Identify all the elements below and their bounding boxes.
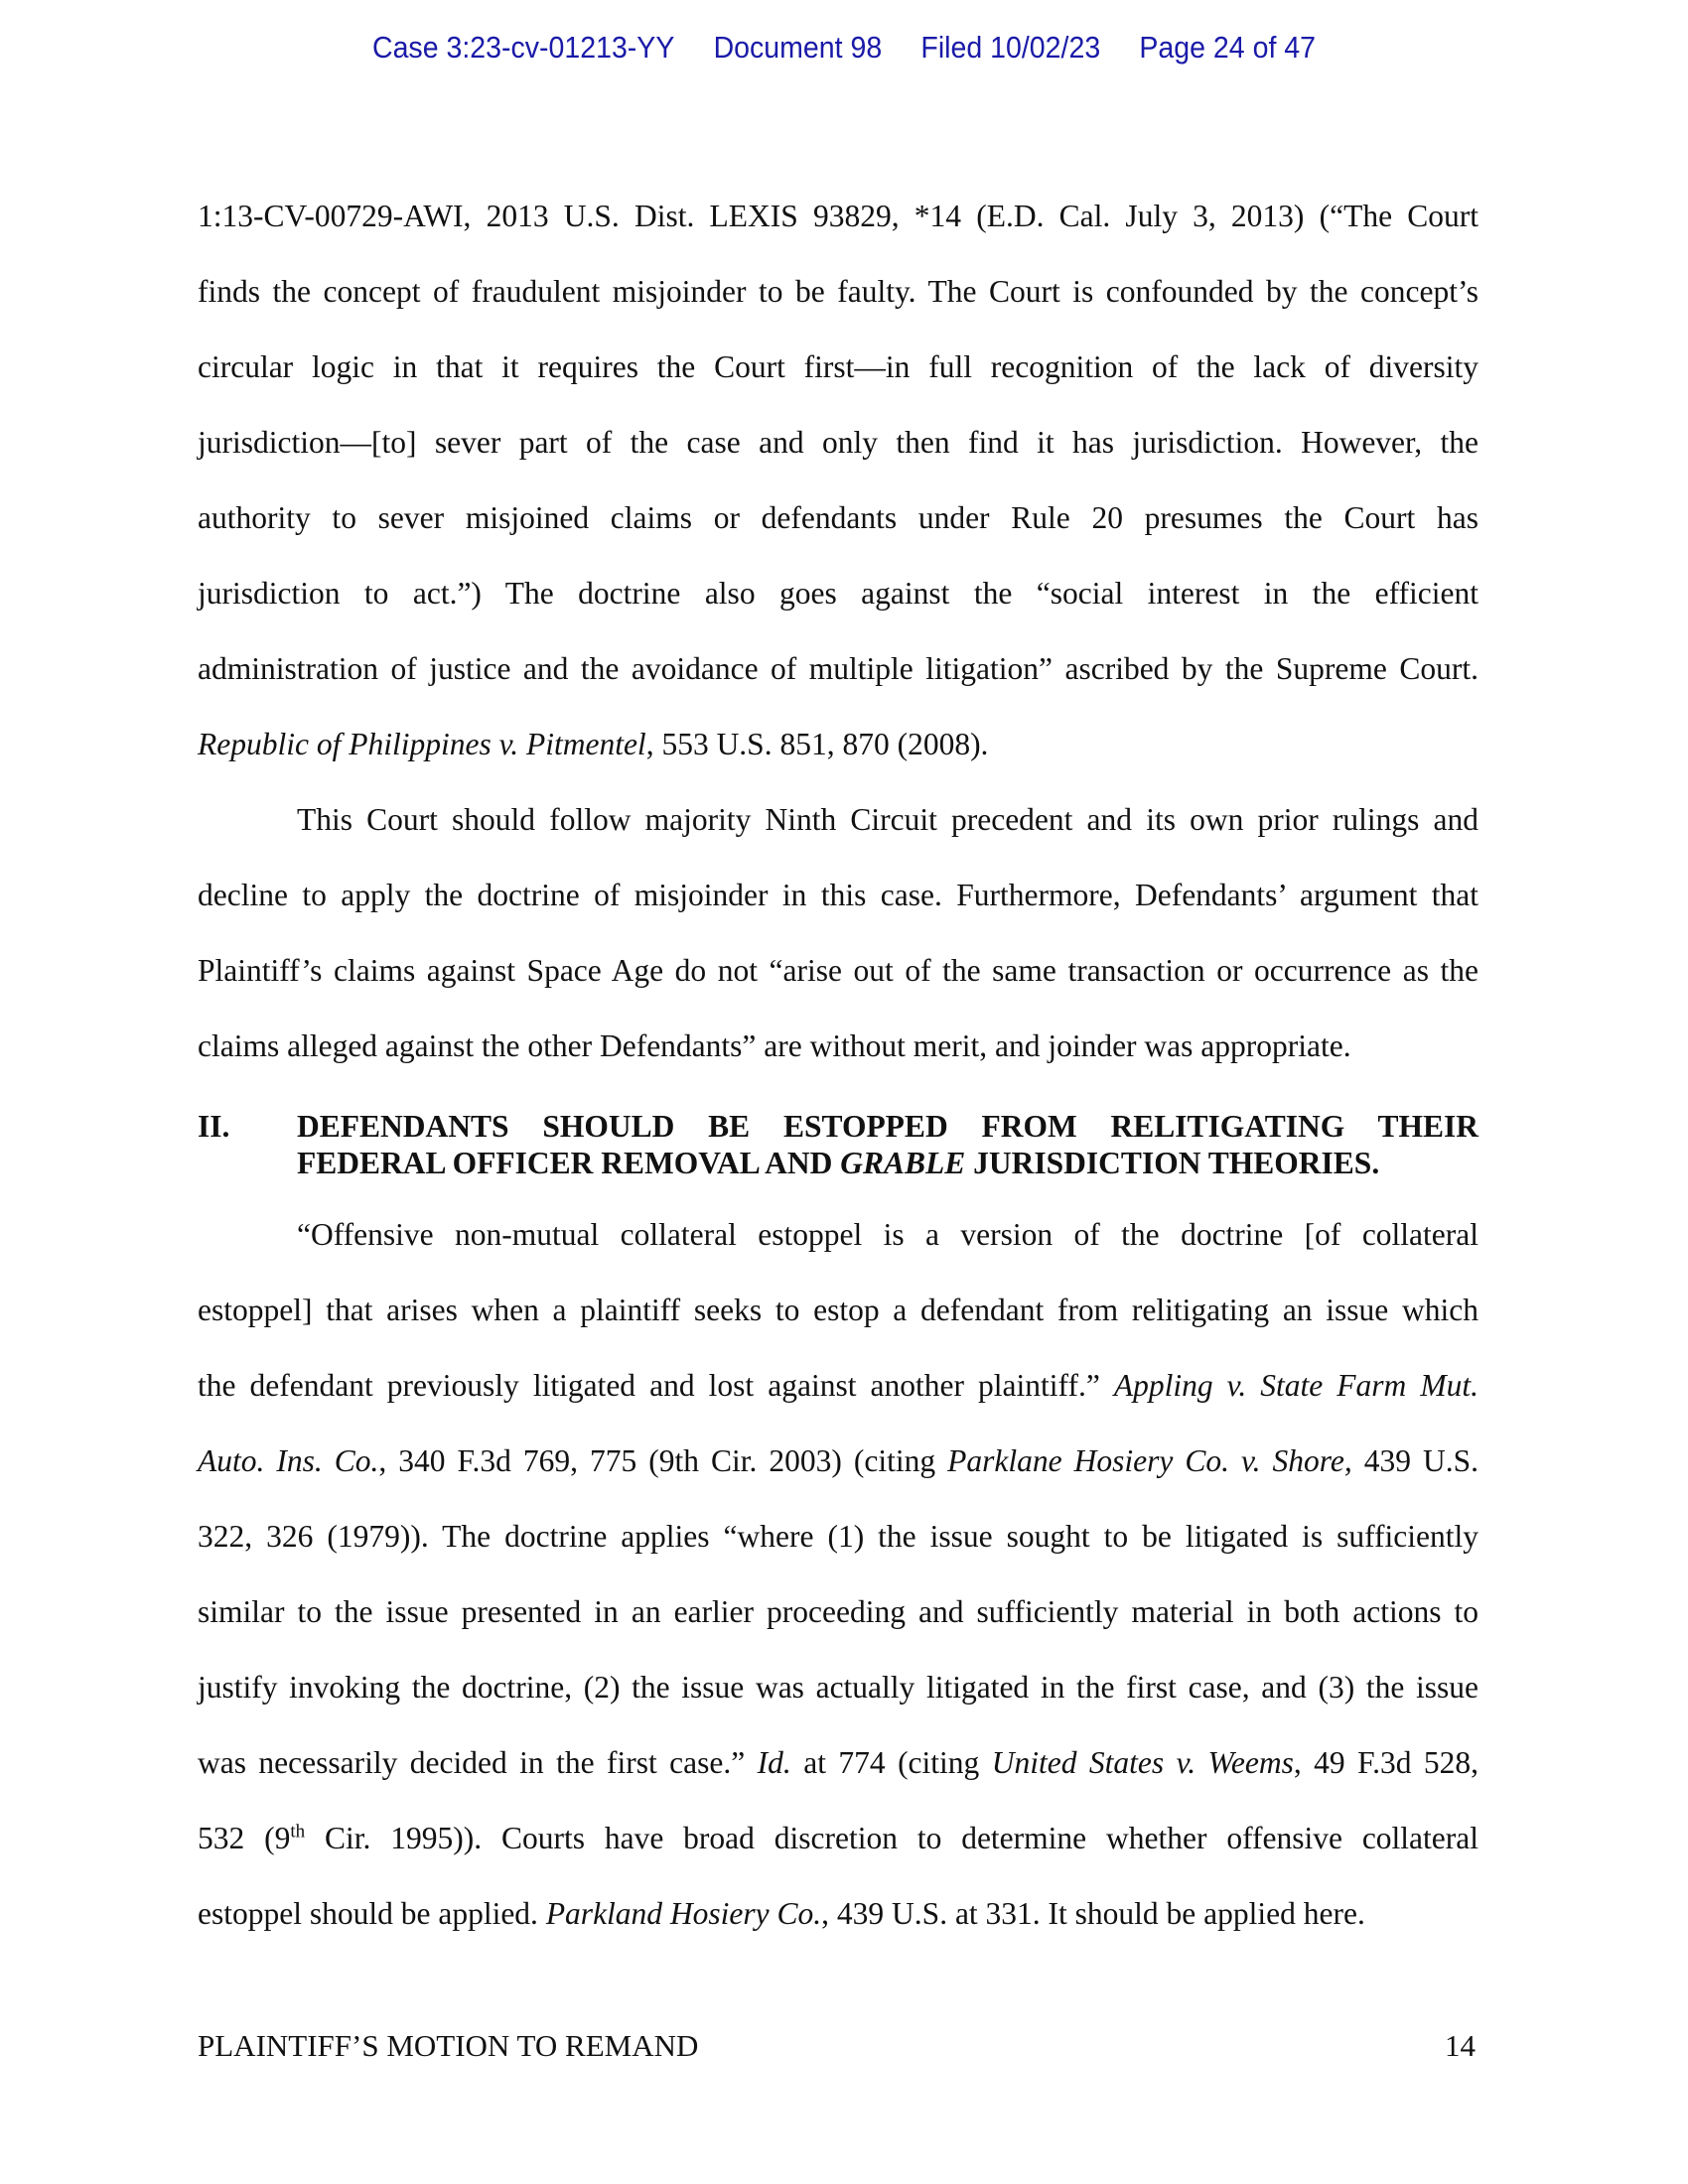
section-heading-line-1: DEFENDANTS SHOULD BE ESTOPPED FROM RELITIGATING THEIR bbox=[297, 1109, 1478, 1144]
text-line bbox=[198, 1517, 1478, 1557]
text-line bbox=[297, 800, 1478, 840]
text-run: the defendant previously litigated and lost against another plaintiff.” bbox=[198, 1368, 1114, 1403]
citation-italic: Republic of Philippines v. Pitmentel bbox=[198, 727, 646, 761]
text-line bbox=[198, 1592, 1478, 1632]
text-line bbox=[198, 272, 1478, 312]
section-number: II. bbox=[198, 1109, 230, 1144]
text-line bbox=[198, 1441, 1478, 1481]
citation-italic: Parklane Hosiery Co. v. Shore, bbox=[947, 1443, 1352, 1478]
footer-title: PLAINTIFF’S MOTION TO REMAND bbox=[198, 2028, 699, 2063]
text-line bbox=[198, 1894, 1478, 1934]
text-line bbox=[198, 1026, 1478, 1066]
text-run: 532 (9 bbox=[198, 1821, 291, 1855]
text-run: circular logic in that it requires the Court first—in full recognition of the lack of diversity bbox=[198, 349, 1478, 384]
text-run: at 774 (citing bbox=[790, 1745, 992, 1780]
text-run: “Offensive non-mutual collateral estoppel is a version of the doctrine [of collateral bbox=[297, 1217, 1478, 1252]
section-heading-line-2 bbox=[297, 1145, 1379, 1181]
text-run: administration of justice and the avoidance of multiple litigation” ascribed by the Supreme Court. bbox=[198, 651, 1478, 686]
case-number: Case 3:23-cv-01213-YY bbox=[371, 30, 675, 65]
text-run: 322, 326 (1979)). The doctrine applies “where (1) the issue sought to be litigated is sufficiently bbox=[198, 1519, 1478, 1554]
citation-italic: Appling v. State Farm Mut. bbox=[1113, 1368, 1478, 1403]
text-run: estoppel should be applied. bbox=[198, 1896, 546, 1931]
text-line bbox=[198, 1366, 1478, 1406]
page-indicator: Page 24 of 47 bbox=[1139, 30, 1317, 65]
document-number: Document 98 bbox=[713, 30, 883, 65]
text-run: was necessarily decided in the first case.” bbox=[198, 1745, 758, 1780]
text-run: 1:13-CV-00729-AWI, 2013 U.S. Dist. LEXIS 93829, *14 (E.D. Cal. July 3, 2013) (“The Court bbox=[198, 199, 1478, 233]
text-run: , 439 U.S. at 331. It should be applied here. bbox=[821, 1896, 1365, 1931]
text-run: , 553 U.S. 851, 870 (2008). bbox=[645, 727, 989, 761]
heading-case-name: GRABLE bbox=[840, 1146, 966, 1180]
text-run: similar to the issue presented in an earlier proceeding and sufficiently material in both actions to bbox=[198, 1594, 1478, 1629]
text-line bbox=[198, 725, 1478, 764]
citation-italic: Auto. Ins. Co. bbox=[198, 1443, 379, 1478]
text-run: decline to apply the doctrine of misjoinder in this case. Furthermore, Defendants’ argument that bbox=[198, 878, 1478, 912]
text-line bbox=[198, 1819, 1478, 1858]
text-run: jurisdiction to act.”) The doctrine also goes against the “social interest in the efficient bbox=[198, 576, 1478, 611]
text-line bbox=[198, 1743, 1478, 1783]
text-run: , 49 F.3d 528, bbox=[1293, 1745, 1479, 1780]
text-run: Plaintiff’s claims against Space Age do not “arise out of the same transaction or occurrence as the bbox=[198, 953, 1478, 988]
citation-italic: United States v. Weems bbox=[991, 1745, 1294, 1780]
text-run: 439 U.S. bbox=[1351, 1443, 1478, 1478]
text-line bbox=[198, 197, 1478, 236]
text-run: justify invoking the doctrine, (2) the issue was actually litigated in the first case, and (3) the issue bbox=[198, 1670, 1478, 1705]
citation-italic: Id. bbox=[757, 1745, 791, 1780]
footer-page-number: 14 bbox=[1445, 2028, 1476, 2063]
text-run: Cir. 1995)). Courts have broad discretion to determine whether offensive collateral bbox=[305, 1821, 1478, 1855]
text-run: claims alleged against the other Defendants” are without merit, and joinder was appropriate. bbox=[198, 1028, 1351, 1063]
text-line bbox=[198, 498, 1478, 538]
text-line bbox=[198, 1291, 1478, 1330]
text-run: This Court should follow majority Ninth Circuit precedent and its own prior rulings and bbox=[297, 802, 1478, 837]
ecf-header bbox=[68, 30, 1620, 66]
text-line bbox=[198, 347, 1478, 387]
text-line bbox=[198, 574, 1478, 614]
text-line bbox=[297, 1215, 1478, 1255]
text-line bbox=[198, 649, 1478, 689]
text-run: estoppel] that arises when a plaintiff seeks to estop a defendant from relitigating an issue which bbox=[198, 1293, 1478, 1327]
text-line bbox=[198, 876, 1478, 915]
citation-italic: Parkland Hosiery Co. bbox=[545, 1896, 822, 1931]
text-line bbox=[198, 423, 1478, 463]
text-run: authority to sever misjoined claims or defendants under Rule 20 presumes the Court has bbox=[198, 500, 1478, 535]
text-run: jurisdiction—[to] sever part of the case and only then find it has jurisdiction. However, the bbox=[198, 425, 1478, 460]
heading-text: JURISDICTION THEORIES. bbox=[965, 1146, 1380, 1180]
text-run: finds the concept of fraudulent misjoinder to be faulty. The Court is confounded by the concept’s bbox=[198, 274, 1478, 309]
filed-date: Filed 10/02/23 bbox=[920, 30, 1101, 65]
text-line bbox=[198, 1668, 1478, 1707]
text-run: th bbox=[290, 1821, 306, 1843]
heading-text: FEDERAL OFFICER REMOVAL AND bbox=[297, 1146, 841, 1180]
text-run: , 340 F.3d 769, 775 (9th Cir. 2003) (citing bbox=[378, 1443, 948, 1478]
text-line bbox=[198, 951, 1478, 991]
